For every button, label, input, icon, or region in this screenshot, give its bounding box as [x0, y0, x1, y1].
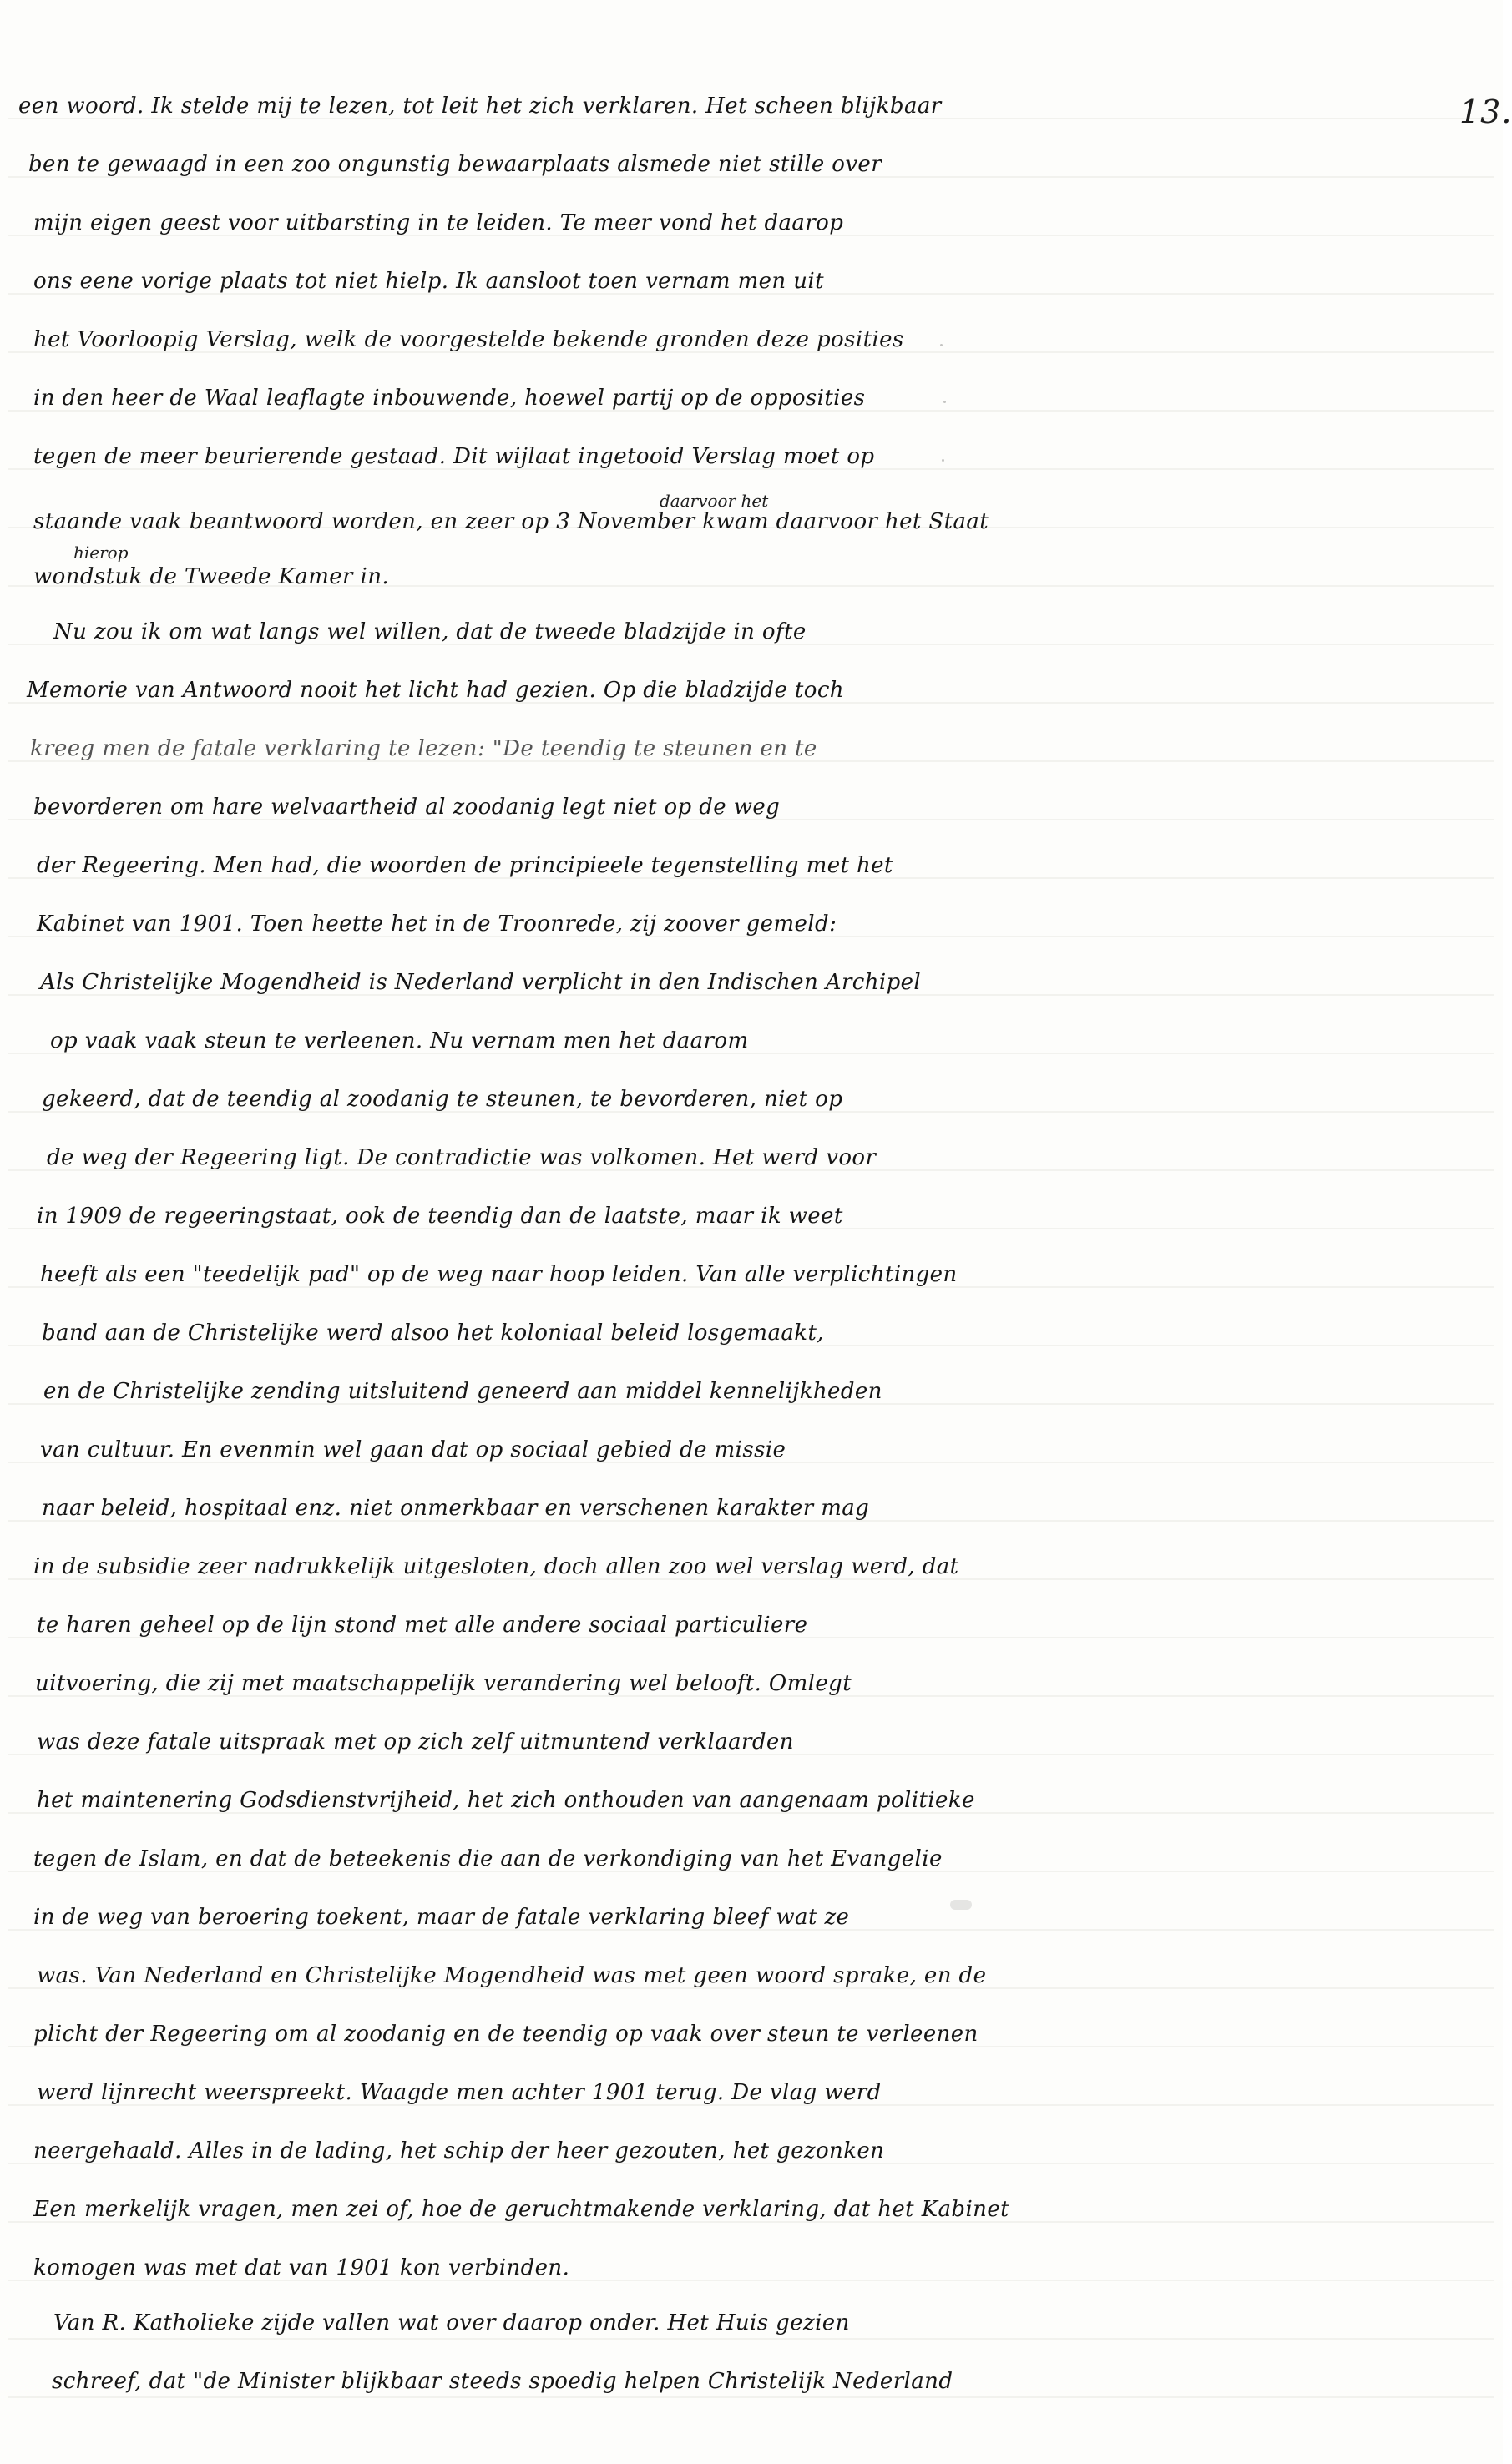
page-number: 13.	[1459, 93, 1512, 130]
text-line: Memorie van Antwoord nooit het licht had gezien. Op die bladzijde toch	[27, 678, 844, 703]
text-line: mijn eigen geest voor uitbarsting in te leiden. Te meer vond het daarop	[33, 210, 844, 235]
text-line: in de weg van beroering toekent, maar de fatale verklaring bleef wat ze	[33, 1905, 850, 1930]
text-line: de weg der Regeering ligt. De contradictie was volkomen. Het werd voor	[47, 1145, 877, 1170]
text-line: gekeerd, dat de teendig al zoodanig te steunen, te bevorderen, niet op	[42, 1087, 843, 1112]
text-line: Van R. Katholieke zijde vallen wat over daarop onder. Het Huis gezien	[53, 2310, 850, 2335]
text-line: het Voorloopig Verslag, welk de voorgestelde bekende gronden deze posities	[33, 327, 904, 352]
text-line: kreeg men de fatale verklaring te lezen: "De teendig te steunen en te	[30, 736, 817, 761]
text-line: te haren geheel op de lijn stond met alle andere sociaal particuliere	[37, 1613, 808, 1638]
text-line: wondstuk de Tweede Kamer in.	[33, 564, 390, 589]
text-line: tegen de meer beurierende gestaad. Dit wijlaat ingetooid Verslag moet op	[33, 444, 875, 469]
text-line: plicht der Regeering om al zoodanig en de teendig op vaak over steun te verleenen	[33, 2022, 979, 2047]
text-line: bevorderen om hare welvaartheid al zoodanig legt niet op de weg	[33, 795, 781, 820]
text-line: op vaak vaak steun te verleenen. Nu vernam men het daarom	[50, 1028, 749, 1053]
text-line: Een merkelijk vragen, men zei of, hoe de geruchtmakende verklaring, dat het Kabinet	[33, 2197, 1009, 2222]
text-line: tegen de Islam, en dat de beteekenis die aan de verkondiging van het Evangelie	[33, 1846, 943, 1871]
text-line: werd lijnrecht weerspreekt. Waagde men achter 1901 terug. De vlag werd	[37, 2080, 882, 2105]
text-line: een woord. Ik stelde mij te lezen, tot leit het zich verklaren. Het scheen blijkbaar	[18, 93, 942, 119]
text-line: heeft als een "teedelijk pad" op de weg naar hoop leiden. Van alle verplichtingen	[40, 1262, 958, 1287]
text-line: en de Christelijke zending uitsluitend geneerd aan middel kennelijkheden	[43, 1379, 882, 1404]
margin-mark	[943, 401, 946, 403]
text-line: komogen was met dat van 1901 kon verbinden.	[33, 2255, 570, 2280]
text-line: in de subsidie zeer nadrukkelijk uitgesloten, doch allen zoo wel verslag werd, dat	[33, 1554, 959, 1579]
text-line: der Regeering. Men had, die woorden de principieele tegenstelling met het	[37, 853, 893, 878]
text-line: ben te gewaagd in een zoo ongunstig bewaarplaats alsmede niet stille over	[28, 152, 882, 177]
text-line: was deze fatale uitspraak met op zich zelf uitmuntend verklaarden	[37, 1729, 794, 1755]
text-line: van cultuur. En evenmin wel gaan dat op sociaal gebied de missie	[40, 1437, 786, 1462]
text-line: Nu zou ik om wat langs wel willen, dat de tweede bladzijde in ofte	[53, 619, 807, 644]
text-line: naar beleid, hospitaal enz. niet onmerkbaar en verschenen karakter mag	[42, 1496, 870, 1521]
margin-mark	[940, 344, 943, 346]
text-line: Kabinet van 1901. Toen heette het in de Troonrede, zij zoover gemeld:	[37, 911, 837, 937]
text-line: in 1909 de regeeringstaat, ook de teendig dan de laatste, maar ik weet	[37, 1204, 843, 1229]
text-line: in den heer de Waal leaflagte inbouwende, hoewel partij op de opposities	[33, 386, 866, 411]
ink-smudge	[950, 1900, 972, 1910]
interlinear-insert: hierop	[73, 543, 129, 563]
text-line: Als Christelijke Mogendheid is Nederland verplicht in den Indischen Archipel	[40, 970, 922, 995]
text-line: het maintenering Godsdienstvrijheid, het zich onthouden van aangenaam politieke	[37, 1788, 975, 1813]
text-line: staande vaak beantwoord worden, en zeer op 3 November kwam daarvoor het Staat	[33, 509, 989, 534]
text-line: band aan de Christelijke werd alsoo het koloniaal beleid losgemaakt,	[42, 1320, 824, 1346]
text-line: uitvoering, die zij met maatschappelijk verandering wel belooft. Omlegt	[35, 1671, 852, 1696]
text-line: was. Van Nederland en Christelijke Mogendheid was met geen woord sprake, en de	[37, 1963, 987, 1988]
interlinear-insert: daarvoor het	[660, 491, 769, 511]
text-line: ons eene vorige plaats tot niet hielp. Ik aansloot toen vernam men uit	[33, 269, 824, 294]
margin-mark	[942, 459, 944, 462]
text-line: schreef, dat "de Minister blijkbaar steeds spoedig helpen Christelijk Nederland	[52, 2369, 953, 2394]
text-line: neergehaald. Alles in de lading, het schip der heer gezouten, het gezonken	[33, 2138, 885, 2164]
